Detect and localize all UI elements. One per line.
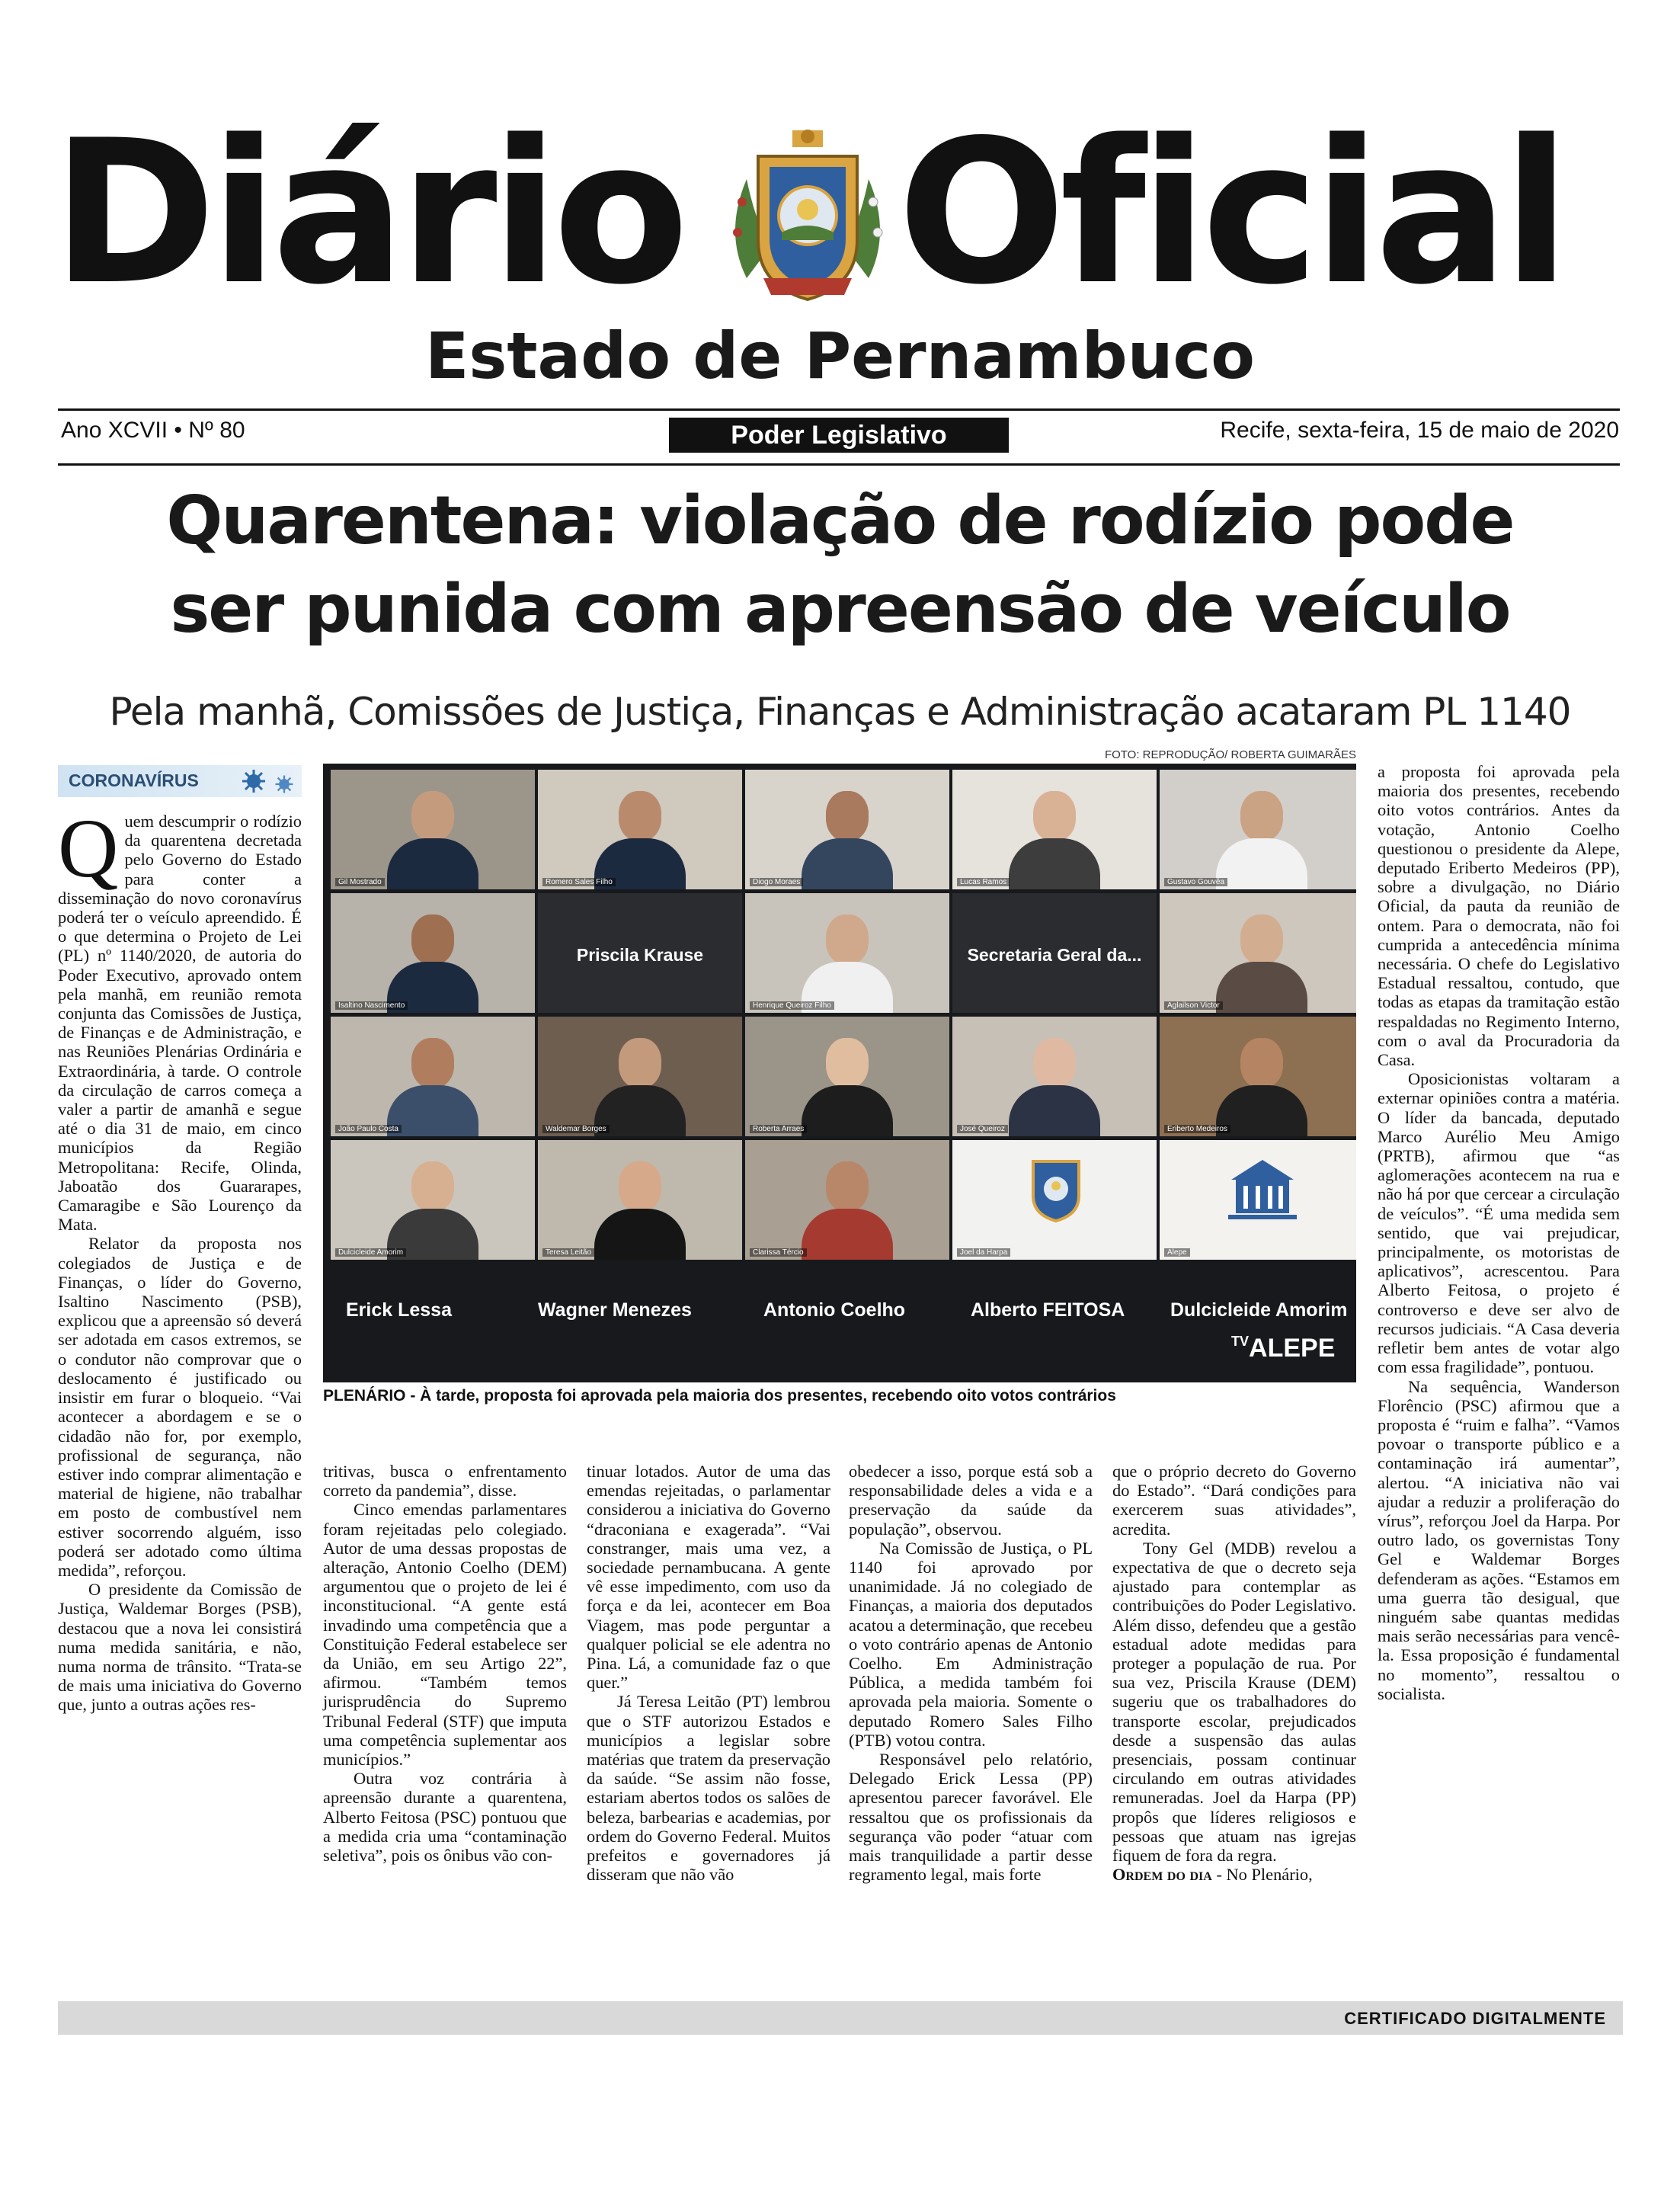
video-tile: Lucas Ramos (952, 770, 1157, 889)
paragraph: Ordem do dia - No Plenário, (1112, 1865, 1313, 1885)
drop-cap: Q (58, 802, 119, 895)
divider (58, 463, 1620, 466)
paragraph: que o próprio decreto do Governo do Estado”. “Dará condições para exercerem suas atividades”, acredita. (1112, 1462, 1356, 1539)
masthead-title-right: Oficial (898, 98, 1565, 328)
photo-credit: FOTO: REPRODUÇÃO/ ROBERTA GUIMARÃES (1104, 748, 1356, 761)
digital-certificate-label: CERTIFICADO DIGITALMENTE (1344, 2009, 1606, 2028)
paragraph: tinuar lotados. Autor de uma das emendas rejeitadas, o parlamentar considerou a iniciativa do Governo “draconiana e exagerada”. “Vai constranger, mais uma vez, a sociedade pernambucana. A gente vê esse impedimento, com uso da força e da lei, acontecer em Boa Viagem, mas pode perguntar a qualquer policial se ele adentra no Pina. Lá, a comunidade faz o que quer.” (587, 1462, 830, 1693)
section-badge: Poder Legislativo (669, 418, 1009, 453)
photo-caption: PLENÁRIO - À tarde, proposta foi aprovada pela maioria dos presentes, recebendo oito votos contrários (323, 1387, 1116, 1405)
paragraph: Tony Gel (MDB) revelou a expectativa de que o decreto seja ajustado para contemplar as contribuições do Poder Legislativo. Além disso, defendeu que a gestão estadual adote medidas para proteger a população de rua. Por sua vez, Priscila Krause (DEM) sugeriu que os trabalhadores do transporte escolar, prejudicados desde a suspensão das aulas presenciais, possam continuar circulando em outras atividades remuneradas. Joel da Harpa (PP) propôs que líderes religiosos e pessoas que atuam nas igrejas fiquem de fora da regra. (1112, 1538, 1356, 1866)
virus-icon (241, 768, 267, 794)
participant-name: Antonio Coelho (763, 1299, 906, 1321)
video-tile: Gil Mostrado (331, 770, 535, 889)
paragraph: Na Comissão de Justiça, o PL 1140 foi aprovado por unanimidade. Já no colegiado de Finanças, a maioria dos deputados acatou a determinação, que recebeu o voto contrário apenas de Antonio Coelho. Em Administração Pública, a medida também foi aprovada pela maioria. Somente o deputado Romero Sales Filho (PTB) votou contra. (849, 1538, 1093, 1750)
paragraph: Cinco emendas parlamentares foram rejeitadas pelo colegiado. Autor de uma dessas propostas de alteração, Antonio Coelho (DEM) argumentou que o projeto de lei é inconstitucional. “A gente está invadindo uma competência que a Constituição Federal estabelece ser da União, em seu Artigo 22”, afirmou. “Também temos jurisprudência do Supremo Tribunal Federal (STF) que imputa uma competência suplementar aos municípios.” (323, 1500, 567, 1770)
paragraph: Relator da proposta nos colegiados de Justiça e de Finanças, o líder do Governo, Isaltino Nascimento (PSB), explicou que a apreensão só deverá ser adotada em casos extremos, se o condutor não comprovar que o deslocamento é justificado ou insistir em furar o bloqueio. “Vai acontecer a abordagem e se o cidadão não for, por exemplo, profissional de segurança, não estiver indo comprar alimentação e material de higiene, não trabalhar em posto de combustível nem estiver socorrendo alguém, isso poderá ser adotado como última medida”, reforçou. (58, 1234, 302, 1580)
article-column (58, 802, 302, 1715)
paragraph: a proposta foi aprovada pela maioria dos presentes, recebendo oito votos contrários. Antes da votação, Antonio Coelho questionou o presidente da Alepe, deputado Eriberto Medeiros (PP), sobre a divulgação, no Diário Oficial, da pauta da reunião de ontem. Para o democrata, não foi cumprida a antecedência mínima necessária. O chefe do Legislativo Estadual ressaltou, contudo, que todas as etapas da tramitação estão respaldadas no Regimento Interno, com o aval da Procuradoria da Casa. (1378, 762, 1620, 1070)
alepe-logo-icon (1221, 1149, 1304, 1233)
masthead-title-left: Diário (52, 98, 683, 328)
paragraph: Oposicionistas voltaram a externar opiniões contra a matéria. O líder da bancada, deputado Marco Aurélio Meu Amigo (PRTB), afirmou que “as aglomerações acontecem na rua e não há por que cercear a circulação de veículos”. “É uma medida sem sentido, que vai prejudicar, principalmente, os motoristas de aplicativos”, acrescentou. Para Alberto Feitosa, o projeto é controverso e deve ser alvo de recursos judiciais. “A Casa deveria refletir bem antes de votar algo com essa fragilidade”, pontuou. (1378, 1069, 1620, 1377)
video-tile: Clarissa Tércio (745, 1140, 949, 1260)
issue-date: Recife, sexta-feira, 15 de maio de 2020 (1220, 418, 1619, 443)
article-column (587, 1462, 830, 1884)
video-tile: João Paulo Costa (331, 1017, 535, 1136)
paragraph: Quem descumprir o rodízio da quarentena decretada pelo Governo do Estado para conter a disseminação do novo coronavírus poderá ter o veículo apreendido. É o que determina o Projeto de Lei (PL) nº 1140/2020, de autoria do Poder Executivo, aprovado ontem pela manhã, em reunião remota conjunta das Comissões de Justiça, de Finanças e de Administração, e nas Reuniões Plenárias Ordinária e Extraordinária, à tarde. O controle da circulação de carros começa a valer a partir de amanhã e segue até o dia 31 de maio, em cinco municípios da Região Metropolitana: Recife, Olinda, Jaboatão dos Guararapes, Camaragibe e São Lourenço da Mata. (58, 802, 302, 1235)
headline-line: Quarentena: violação de rodízio pode (166, 482, 1514, 559)
headline (0, 476, 1680, 653)
tv-alepe-logo: $^{TV}$ALEPE (1231, 1334, 1336, 1363)
pernambuco-coat-of-arms-icon (716, 126, 899, 309)
video-tile: José Queiroz (952, 1017, 1157, 1136)
coat-of-arms-icon (1026, 1154, 1086, 1222)
paragraph: Já Teresa Leitão (PT) lembrou que o STF autorizou Estados e municípios a legislar sobre matérias que tratem da preservação da saúde. “Se assim não fosse, estariam abertos todos os salões de beleza, barbearias e academias, por ordem do Governo Federal. Muitos prefeitos e governadores já disseram que não vão (587, 1692, 830, 1885)
tag-label: CORONAVÍRUS (69, 770, 199, 790)
video-tile: Secretaria Geral da... (952, 893, 1157, 1013)
participant-name: Erick Lessa (346, 1299, 452, 1321)
video-tile: Alepe (1160, 1140, 1356, 1260)
participant-name: Alberto FEITOSA (971, 1299, 1125, 1321)
subheadline: Pela manhã, Comissões de Justiça, Finanças e Administração acataram PL 1140 (109, 690, 1571, 734)
video-tile: Roberta Arraes (745, 1017, 949, 1136)
video-tile: Gustavo Gouvêa (1160, 770, 1356, 889)
footer-bar (58, 2001, 1623, 2035)
headline-line: ser punida com apreensão de veículo (170, 570, 1510, 648)
paragraph: tritivas, busca o enfrentamento correto da pandemia”, disse. (323, 1462, 567, 1501)
article-column (323, 1462, 567, 1865)
video-tile: Joel da Harpa (952, 1140, 1157, 1260)
article-column (849, 1462, 1093, 1884)
video-tile: Isaltino Nascimento (331, 893, 535, 1013)
state-name: Estado de Pernambuco (424, 319, 1256, 393)
divider (58, 408, 1620, 411)
virus-icon (274, 774, 294, 794)
issue-number: Ano XCVII • Nº 80 (61, 418, 245, 443)
coronavirus-tag (58, 765, 302, 797)
participant-name: Dulcicleide Amorim (1170, 1299, 1348, 1321)
participant-name: Wagner Menezes (538, 1299, 692, 1321)
video-tile: Waldemar Borges (538, 1017, 742, 1136)
video-tile: Romero Sales Filho (538, 770, 742, 889)
video-tile: Eriberto Medeiros (1160, 1017, 1356, 1136)
video-tile: Aglailson Victor (1160, 893, 1356, 1013)
paragraph: Outra voz contrária à apreensão durante a quarentena, Alberto Feitosa (PSC) pontuou que a medida cria uma “contaminação seletiva”, pois os ônibus vão con- (323, 1769, 567, 1866)
video-tile: Teresa Leitão (538, 1140, 742, 1260)
video-tile: Henrique Queiroz Filho (745, 893, 949, 1013)
video-tile: Diogo Moraes (745, 770, 949, 889)
paragraph: Na sequência, Wanderson Florêncio (PSC) afirmou que a proposta é “ruim e falha”. “Vamos povoar o transporte público e a contaminação irá aumentar”, alertou. “A iniciativa não vai ajudar a reduzir a proliferação do vírus”, reforçou Joel da Harpa. Por outro lado, os governistas Tony Gel e Waldemar Borges defenderam as ações. “Estamos em uma guerra tão desigual, que ninguém sabe quantas medidas mais serão necessárias para vencê-la. Essa proposição é fundamental no momento”, ressaltou o socialista. (1378, 1376, 1620, 1703)
paragraph: O presidente da Comissão de Justiça, Waldemar Borges (PSB), destacou que a nova lei consistirá numa medida sanitária, e não, numa norma de trânsito. “Trata-se de mais uma iniciativa do Governo que, junto a outras ações res- (58, 1580, 302, 1715)
video-conference-photo (323, 764, 1356, 1382)
paragraph: Responsável pelo relatório, Delegado Erick Lessa (PP) apresentou parecer favorável. Ele ressaltou que os profissionais da segurança vão poder “atuar com mais tranquilidade a partir desse regramento legal, mais forte (849, 1750, 1093, 1885)
article-column (1378, 762, 1620, 1703)
video-tile: Dulcicleide Amorim (331, 1140, 535, 1260)
paragraph: obedecer a isso, porque está sob a responsabilidade deles a vida e a preservação da saúde da população”, observou. (849, 1462, 1093, 1539)
video-tile: Priscila Krause (538, 893, 742, 1013)
subsection-lead: Ordem do dia (1112, 1865, 1212, 1885)
article-column (1112, 1462, 1356, 1884)
